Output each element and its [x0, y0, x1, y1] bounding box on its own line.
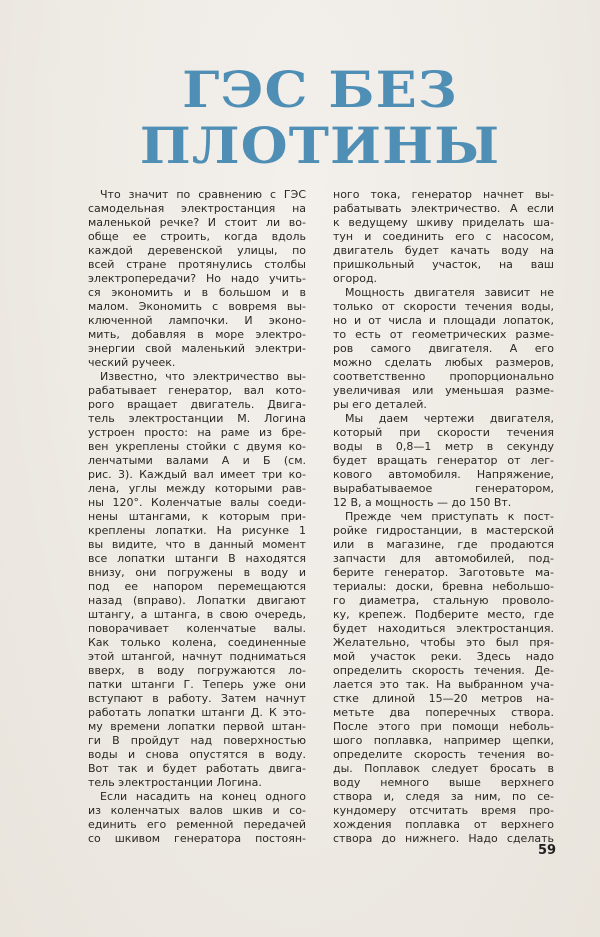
text-line: Мы даем чертежи двигателя, [345, 412, 554, 425]
text-line: вступают в работу. Затем начнут [88, 692, 306, 705]
text-line: малом. Экономить с вовремя вы- [88, 300, 306, 313]
text-line: увеличивая или уменьшая разме- [333, 384, 554, 397]
page-number: 59 [538, 843, 557, 858]
text-line: створа и, следя за ним, по се- [333, 790, 554, 803]
article-title: ГЭС БЕЗ ПЛОТИНЫ [139, 60, 501, 175]
text-line: поворачивает коленчатые валы. [88, 622, 306, 635]
text-line: который при скорости течения [333, 426, 554, 439]
text-line: створа до нижнего. Надо сделать [333, 832, 554, 845]
text-line: вверх, в воду погружаются ло- [88, 664, 306, 677]
text-line: электропередачи? Но надо учить- [88, 272, 306, 285]
text-line: из коленчатых валов шкив и со- [88, 804, 306, 817]
text-line: териалы: доски, бревна небольшо- [333, 580, 554, 593]
text-line: этой штангой, начнут подниматься [88, 650, 306, 663]
right-column [333, 188, 554, 846]
text-line: кового автомобиля. Напряжение, [333, 468, 554, 481]
text-line: но и от числа и площади лопаток, [333, 314, 554, 327]
text-line: Что значит по сравнению с ГЭС [100, 188, 306, 201]
text-line: ны 120°. Коленчатые валы соеди- [88, 496, 306, 509]
text-line: или в магазине, где продаются [333, 538, 554, 551]
text-line: внизу, они погружены в воду и [88, 566, 306, 579]
text-line: вен укреплены стойки с двумя ко- [88, 440, 306, 453]
text-line: только от скорости течения воды, [333, 300, 554, 313]
paragraph [88, 188, 306, 370]
text-line: можно сделать любых размеров, [333, 356, 554, 369]
text-line: все лопатки штанги В находятся [88, 552, 306, 565]
text-line: ров самого двигателя. А его [333, 342, 554, 355]
text-line: пришкольный участок, на ваш [333, 258, 554, 271]
text-line: ного тока, генератор начнет вы- [333, 188, 554, 201]
text-line: Желательно, чтобы это был пря- [333, 636, 554, 649]
text-line: единить его ременной передачей [88, 818, 306, 831]
text-line: му времени лопатки первой штан- [88, 720, 306, 733]
text-line: ку, крепеж. Подберите место, где [333, 608, 554, 621]
text-line: стке длиной 15—20 метров на- [333, 692, 554, 705]
text-line: шого поплавка, например щепки, [333, 734, 554, 747]
paragraph [333, 510, 554, 846]
text-line: 12 В, а мощность — до 150 Вт. [333, 496, 512, 509]
text-line: каждой деревенской улицы, по [88, 244, 306, 257]
text-line: запчасти для автомобилей, под- [333, 552, 554, 565]
text-line: вы видите, что в данный момент [88, 538, 306, 551]
text-line: ся экономить и в большом и в [88, 286, 306, 299]
text-line: определите скорость течения во- [333, 748, 554, 761]
text-line: ключенной лампочки. И эконо- [88, 314, 306, 327]
text-line: После этого при помощи неболь- [333, 720, 554, 733]
text-line: берите генератор. Заготовьте ма- [333, 566, 554, 579]
text-line: мить, добавляя в море электро- [88, 328, 306, 341]
text-line: креплены лопатки. На рисунке 1 [88, 524, 306, 537]
text-line: воду немного выше верхнего [333, 776, 554, 789]
text-line: воды и снова опустятся в воду. [88, 748, 306, 761]
text-line: к ведущему шкиву приделать ша- [333, 216, 554, 229]
text-line: го диаметра, стальную проволо- [333, 594, 554, 607]
paragraph [88, 370, 306, 790]
text-line: самодельная электростанция на [88, 202, 306, 215]
text-line: рабатывать электричество. А если [333, 202, 554, 215]
text-line: будет вращать генератор от лег- [333, 454, 554, 467]
text-line: тель электростанции Логина. [88, 776, 262, 789]
text-line: нены штангами, к которым при- [88, 510, 306, 523]
text-line: штангу, а штанга, в свою очередь, [88, 608, 306, 621]
text-line: Вот так и будет работать двига- [88, 762, 306, 775]
text-line: то есть от геометрических разме- [333, 328, 554, 341]
text-line: определить скорость течения. Де- [333, 664, 554, 677]
text-line: воды в 0,8—1 метр в секунду [333, 440, 554, 453]
text-line: энергии свой маленький электри- [88, 342, 306, 355]
text-line: вырабатываемое генератором, [333, 482, 554, 495]
text-line: всей стране протянулись столбы [88, 258, 306, 271]
paragraph [88, 790, 306, 846]
text-line: соответственно пропорционально [333, 370, 554, 383]
text-line: ленчатыми валами А и Б (см. [88, 454, 306, 467]
left-column [88, 188, 306, 846]
text-line: кундомеру отсчитать время про- [333, 804, 554, 817]
text-line: ройке гидростанции, в мастерской [333, 524, 554, 537]
text-line: Если насадить на конец одного [100, 790, 306, 803]
text-line: ры его деталей. [333, 398, 427, 411]
text-line: рабатывает генератор, вал кото- [88, 384, 306, 397]
text-line: Мощность двигателя зависит не [345, 286, 554, 299]
text-line: огород. [333, 272, 378, 285]
text-line: ческий ручеек. [88, 356, 176, 369]
text-line: рис. 3). Каждый вал имеет три ко- [88, 468, 306, 481]
text-line: тель электростанции М. Логина [88, 412, 306, 425]
text-line: тун и соединить его с насосом, [333, 230, 554, 243]
text-line: работать лопатки штанги Д. К это- [88, 706, 306, 719]
text-line: метьте два поперечных створа. [333, 706, 554, 719]
text-line: устроен просто: на раме из бре- [88, 426, 306, 439]
text-line: обще ее строить, когда вдоль [88, 230, 306, 243]
text-line: патки штанги Г. Теперь уже они [88, 678, 306, 691]
paragraph [333, 286, 554, 412]
text-line: под ее напором перемещаются [88, 580, 306, 593]
text-line: будет находиться электростанция. [333, 622, 554, 635]
text-line: маленькой речке? И стоит ли во- [88, 216, 306, 229]
paragraph [333, 188, 554, 286]
text-line: Как только колена, соединенные [88, 636, 306, 649]
text-line: Известно, что электричество вы- [100, 370, 306, 383]
text-line: ды. Поплавок следует бросать в [333, 762, 554, 775]
text-line: двигатель будет качать воду на [333, 244, 554, 257]
text-line: мой участок реки. Здесь надо [333, 650, 554, 663]
text-line: рого вращает двигатель. Двига- [88, 398, 306, 411]
text-line: Прежде чем приступать к пост- [345, 510, 554, 523]
paragraph [333, 412, 554, 510]
text-line: хождения поплавка от верхнего [333, 818, 554, 831]
text-line: ги В пройдут над поверхностью [88, 734, 306, 747]
text-line: лается это так. На выбранном уча- [333, 678, 554, 691]
text-line: лена, углы между которыми рав- [88, 482, 306, 495]
text-line: со шкивом генератора постоян- [88, 832, 306, 845]
text-line: назад (вправо). Лопатки двигают [88, 594, 306, 607]
